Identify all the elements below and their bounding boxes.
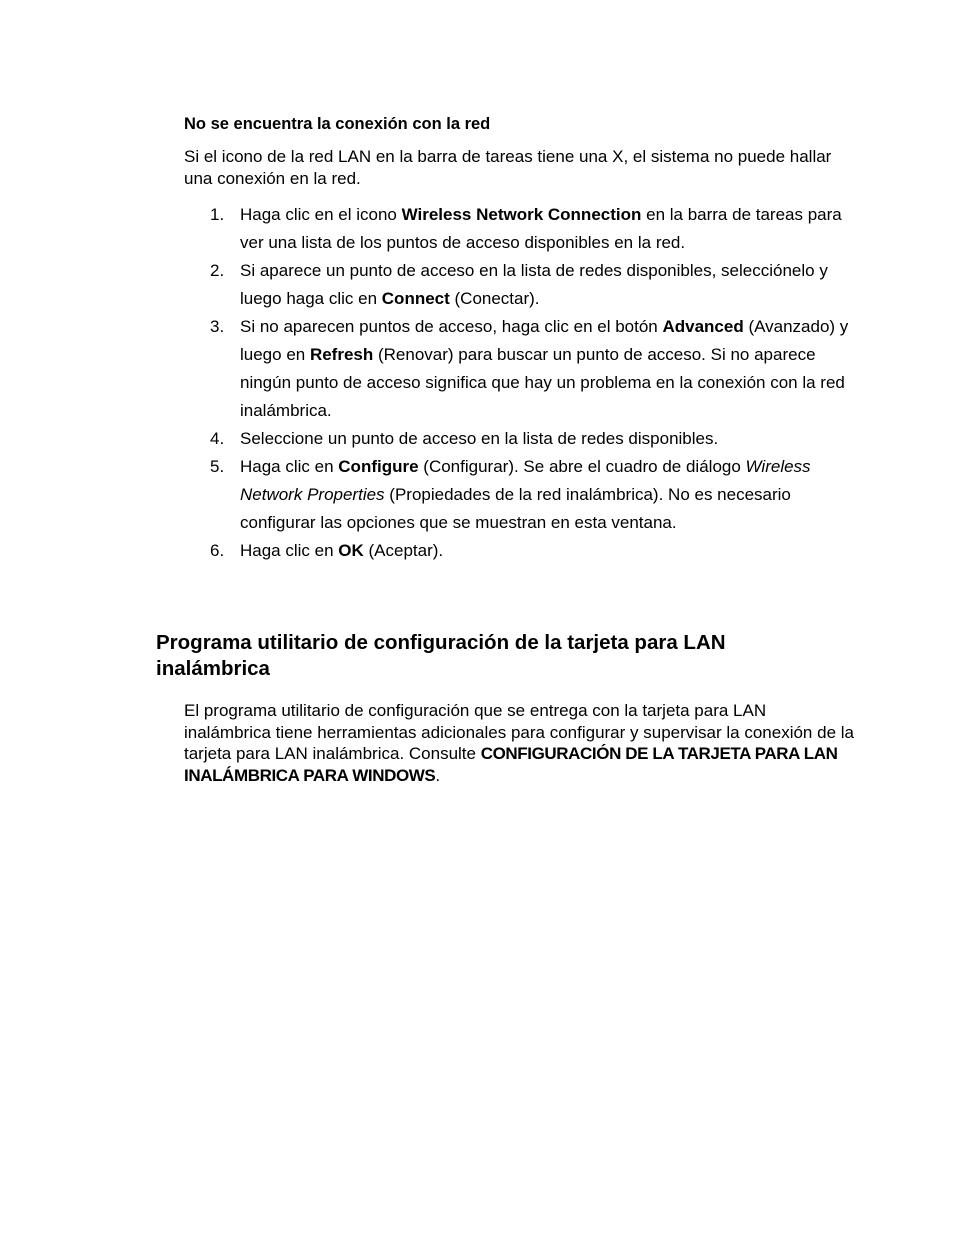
troubleshoot-heading: No se encuentra la conexión con la red: [184, 115, 491, 133]
step-3: [184, 313, 864, 425]
step-text: Haga clic en: [240, 457, 339, 476]
step-text: (Aceptar).: [363, 541, 444, 560]
step-6: [184, 537, 864, 565]
step-ui-term: Wireless Network Connection: [401, 205, 642, 224]
step-ui-term: Configure: [338, 457, 419, 476]
body-text: El programa utilitario de configuración que se entrega con la tarjeta para LAN inalámbrica tiene herramientas adicionales para configurar y supervisar la conexión de la tarjeta para LAN inalámbrica. Consulte: [184, 701, 854, 763]
troubleshoot-steps: [184, 201, 864, 565]
step-5: [184, 453, 864, 537]
step-2: [184, 257, 864, 313]
step-number: 5.: [210, 457, 225, 476]
step-text: Si aparece un punto de acceso en la lista de redes disponibles, selecciónelo y luego haga clic en: [240, 261, 828, 308]
step-dialog-name: Wireless Network Properties: [240, 457, 811, 504]
step-text: Haga clic en el icono: [240, 205, 402, 224]
step-text: (Configurar). Se abre el cuadro de diálogo: [418, 457, 746, 476]
step-text: (Renovar) para buscar un punto de acceso. Si no aparece ningún punto de acceso significa que hay un problema en la conexión con la red inalámbrica.: [240, 345, 845, 420]
step-text: Si no aparecen puntos de acceso, haga clic en el botón: [240, 317, 663, 336]
step-text: en la barra de tareas para ver una lista de los puntos de acceso disponibles en la red.: [240, 205, 842, 252]
step-number: 4.: [210, 429, 225, 448]
step-number: 1.: [210, 205, 225, 224]
body-text-end: .: [435, 765, 441, 785]
step-text: Seleccione un punto de acceso en la lista de redes disponibles.: [240, 429, 719, 448]
section-body: [184, 700, 854, 786]
step-4: [184, 425, 864, 453]
step-number: 6.: [210, 541, 225, 560]
troubleshoot-intro: Si el icono de la red LAN en la barra de tareas tiene una X, el sistema no puede hallar una conexión en la red.: [184, 147, 832, 188]
step-text: Haga clic en: [240, 541, 339, 560]
step-text: (Propiedades de la red inalámbrica). No es necesario configurar las opciones que se muestran en esta ventana.: [240, 485, 791, 532]
step-ui-term: Advanced: [662, 317, 744, 336]
step-1: [184, 201, 864, 257]
step-ui-term: OK: [338, 541, 364, 560]
section-title: Programa utilitario de configuración de la tarjeta para LAN inalámbrica: [156, 631, 726, 680]
step-number: 3.: [210, 317, 225, 336]
step-text: (Conectar).: [449, 289, 540, 308]
step-ui-term: Connect: [381, 289, 450, 308]
step-ui-term: Refresh: [309, 345, 374, 364]
cross-reference: CONFIGURACIÓN DE LA TARJETA PARA LAN INALÁMBRICA PARA WINDOWS: [184, 744, 838, 785]
step-number: 2.: [210, 261, 225, 280]
step-text: (Avanzado) y luego en: [240, 317, 849, 364]
